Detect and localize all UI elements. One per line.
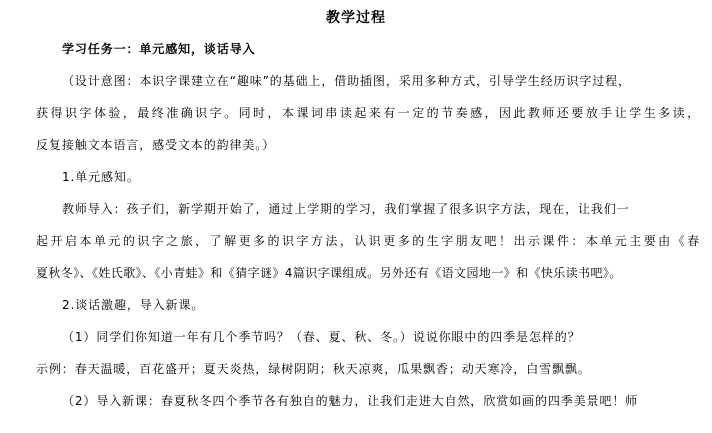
page-title: 教学过程: [326, 10, 386, 26]
teacher-intro-line-3: 夏秋冬》、《姓氏歌》、《小青蛙》和《猜字谜》4篇识字课组成。另外还有《语文园地一》和《快乐读书吧》。: [36, 266, 622, 280]
design-intent-line-1: （设计意图：本识字课建立在“趣味”的基础上，借助插图，采用多种方式，引导学生经历识字过程，: [62, 74, 631, 88]
example-line: 示例：春天温暖，百花盛开；夏天炎热，绿树阴阴；秋天凉爽，瓜果飘香；动天寒冷，白雪飘飘。: [36, 362, 591, 376]
design-intent-line-3: 反复接触文本语言，感受文本的韵律美。）: [36, 138, 276, 152]
design-intent-line-2: 获得识字体验，最终准确识字。同时，本课词串读起来有一定的节奏感，因此教师还要放手让学生多读，: [36, 106, 700, 120]
task-heading: 学习任务一：单元感知，谈话导入: [62, 42, 256, 56]
question-1: （1）同学们你知道一年有几个季节吗？（春、夏、秋、冬。）说说你眼中的四季是怎样的？: [62, 330, 581, 344]
teacher-intro-line-1: 教师导入：孩子们，新学期开始了，通过上学期的学习，我们掌握了很多识字方法，现在，让我们一: [62, 202, 630, 216]
question-2: （2）导入新课：春夏秋冬四个季节各有独自的魅力，让我们走进大自然，欣赏如画的四季美景吧！师: [62, 394, 639, 408]
section-1-heading: 1.单元感知。: [62, 170, 140, 184]
section-2-heading: 2.谈话激趣，导入新课。: [62, 298, 205, 312]
teacher-intro-line-2: 起开启本单元的识字之旅，了解更多的识字方法，认识更多的生字朋友吧！出示课件：本单元主要由《春: [36, 234, 700, 248]
